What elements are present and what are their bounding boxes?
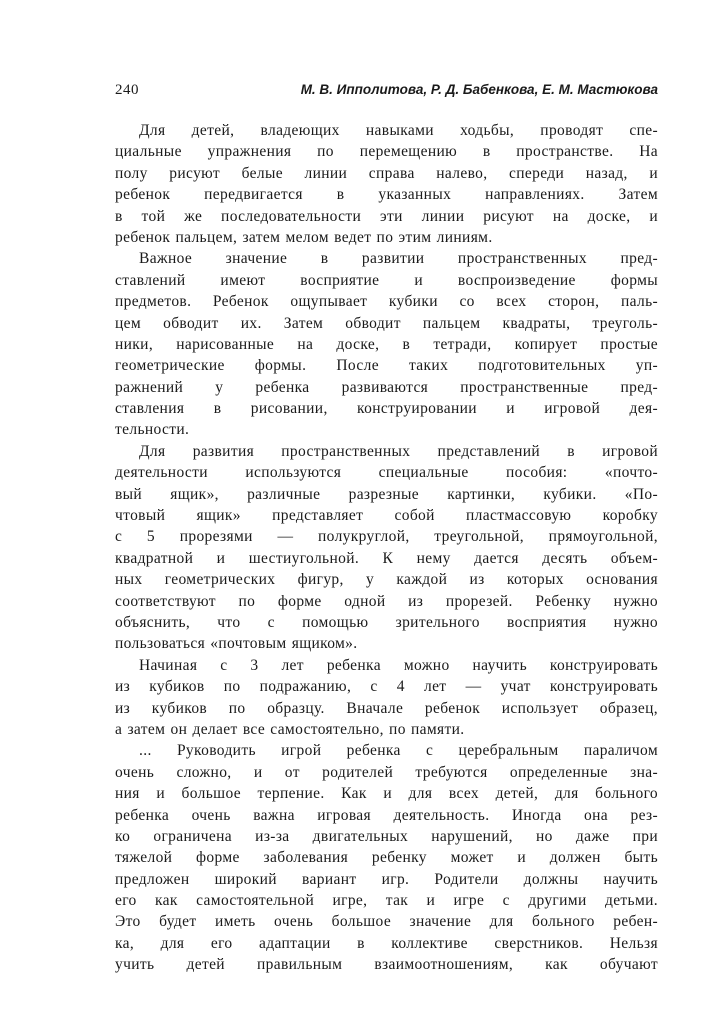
text-line: ка, для его адаптации в коллективе сверстников. Нельзя <box>115 934 658 952</box>
body-text <box>115 120 658 976</box>
text-line: предметов. Ребенок ощупывает кубики со всех сторон, паль- <box>115 293 658 311</box>
text-line: из кубиков по образцу. Вначале ребенок использует образец, <box>115 699 658 717</box>
paragraph <box>115 655 658 741</box>
text-line: его как самостоятельной игре, так и игре с другими детьми. <box>115 892 658 910</box>
page-number: 240 <box>115 82 139 98</box>
text-line: цем обводит их. Затем обводит пальцем квадраты, треуголь- <box>115 314 658 332</box>
paragraph <box>115 120 658 248</box>
text-line: квадратной и шестиугольной. К нему дается десять объем- <box>115 549 658 567</box>
text-line: Это будет иметь очень большое значение для больного ребен- <box>115 913 658 931</box>
text-line: чтовый ящик» представляет собой пластмассовую коробку <box>115 507 658 525</box>
paragraph <box>115 248 658 441</box>
text-line: тяжелой форме заболевания ребенку может и должен быть <box>115 849 658 867</box>
text-line: пользоваться «почтовым ящиком». <box>115 635 358 653</box>
text-line: деятельности используются специальные пособия: «почто- <box>115 464 658 482</box>
text-line: ребенка очень важна игровая деятельность. Иногда она рез- <box>115 806 658 824</box>
text-line: Важное значение в развитии пространственных пред- <box>139 250 658 268</box>
text-line: ко ограничена из-за двигательных нарушений, но даже при <box>115 827 658 845</box>
text-line: ражнений у ребенка развиваются пространственные пред- <box>115 378 658 396</box>
text-line: ния и большое терпение. Как и для всех детей, для больного <box>115 785 658 803</box>
text-line: Начиная с 3 лет ребенка можно научить конструировать <box>139 656 658 674</box>
text-line: ставлений имеют восприятие и воспроизведение формы <box>115 271 658 289</box>
text-line: ставления в рисовании, конструировании и игровой дея- <box>115 400 658 418</box>
text-line: из кубиков по подражанию, с 4 лет — учат конструировать <box>115 678 658 696</box>
text-line: ребенок передвигается в указанных направлениях. Затем <box>115 186 658 204</box>
text-line: а затем он делает все самостоятельно, по памяти. <box>115 720 465 738</box>
running-head-authors: М. В. Ипполитова, Р. Д. Бабенкова, Е. М. Мастюкова <box>300 82 658 97</box>
page-header <box>115 82 658 104</box>
text-line: учить детей правильным взаимоотношениям, как обучают <box>115 956 658 974</box>
text-line: ребенок пальцем, затем мелом ведет по этим линиям. <box>115 228 493 246</box>
text-line: Для детей, владеющих навыками ходьбы, проводят спе- <box>139 122 658 139</box>
text-line: тельности. <box>115 421 190 439</box>
text-line: ники, нарисованные на доске, в тетради, копирует простые <box>115 335 658 353</box>
text-line: объяснить, что с помощью зрительного восприятия нужно <box>115 613 658 631</box>
text-line: ных геометрических фигур, у каждой из которых основания <box>115 571 658 589</box>
text-line: геометрические формы. После таких подготовительных уп- <box>115 357 658 375</box>
text-line: предложен широкий вариант игр. Родители должны научить <box>115 870 658 888</box>
text-line: циальные упражнения по перемещению в пространстве. На <box>115 143 658 161</box>
text-line: в той же последовательности эти линии рисуют на доске, и <box>115 207 658 225</box>
text-line: полу рисуют белые линии справа налево, спереди назад, и <box>115 164 658 182</box>
text-line: Для развития пространственных представлений в игровой <box>139 442 658 460</box>
text-line: соответствуют по форме одной из прорезей. Ребенку нужно <box>115 592 658 610</box>
paragraph <box>115 441 658 655</box>
paragraph <box>115 740 658 975</box>
text-line: с 5 прорезями — полукруглой, треугольной, прямоугольной, <box>115 528 658 546</box>
text-line: ... Руководить игрой ребенка с церебральным параличом <box>139 742 658 760</box>
text-line: вый ящик», различные разрезные картинки, кубики. «По- <box>115 485 658 503</box>
text-line: очень сложно, и от родителей требуются определенные зна- <box>115 763 658 781</box>
